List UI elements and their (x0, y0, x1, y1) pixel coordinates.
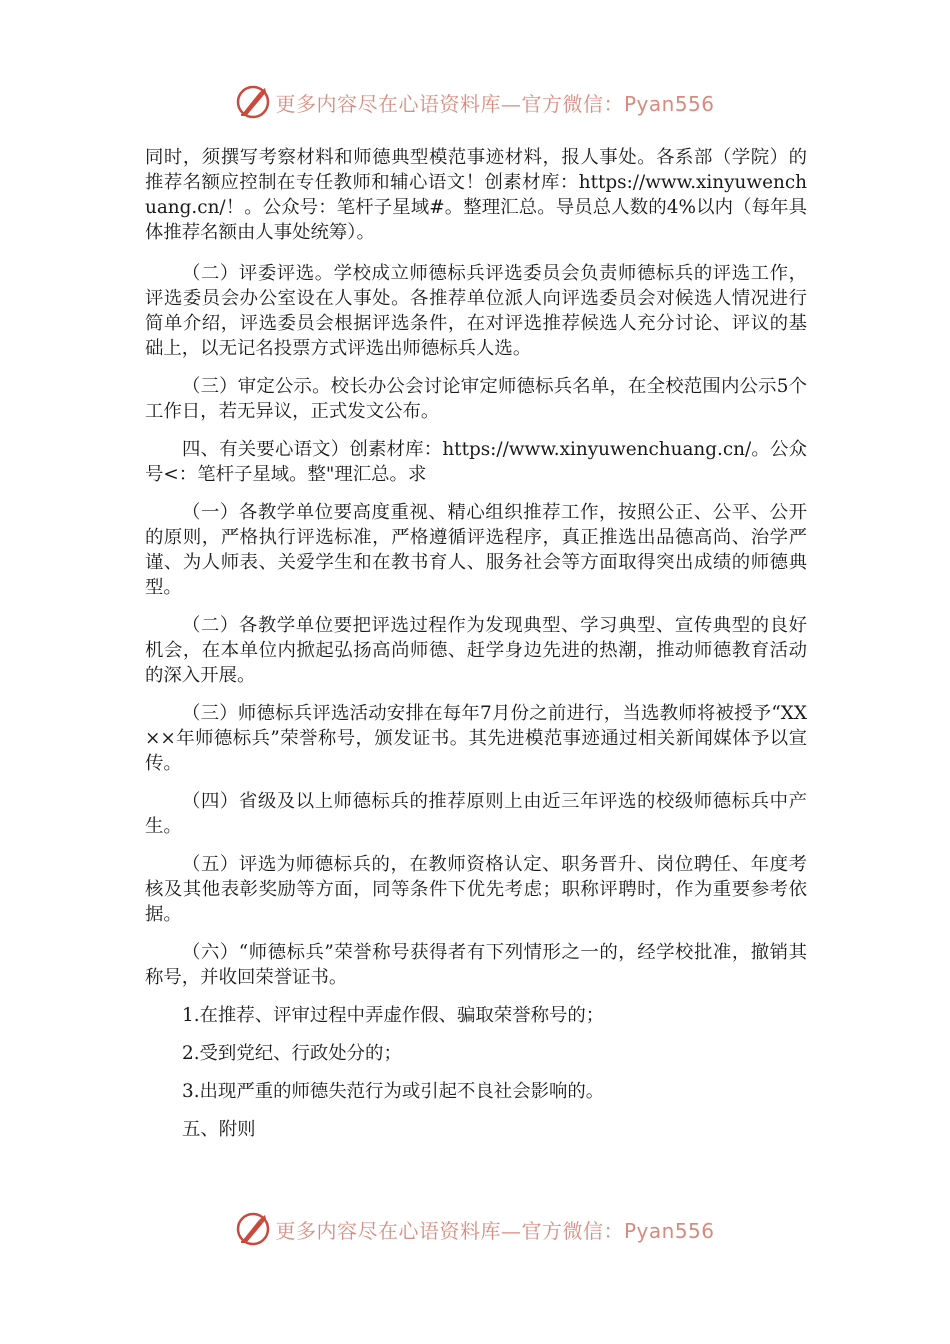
paragraph: （二）各教学单位要把评选过程作为发现典型、学习典型、宣传典型的良好机会，在本单位内掀起弘扬高尚师德、赶学身边先进的热潮，推动师德教育活动的深入开展。 (145, 615, 807, 686)
banner-text: 更多内容尽在心语资料库—官方微信：Pyan556 (275, 1218, 715, 1243)
paragraph: （六）“师德标兵”荣誉称号获得者有下列情形之一的，经学校批准，撤销其称号，并收回荣誉证书。 (145, 942, 807, 988)
list-item: 2.受到党纪、行政处分的； (182, 1043, 402, 1064)
section-heading: 四、有关要心语文）创素材库：https://www.xinyuwenchuang.cn/。公众号<：笔杆子星域。整"理汇总。求 (145, 439, 807, 485)
paragraph: （五）评选为师德标兵的，在教师资格认定、职务晋升、岗位聘任、年度考核及其他表彰奖励等方面，同等条件下优先考虑；职称评聘时，作为重要参考依据。 (145, 854, 807, 925)
paragraph: （二）评委评选。学校成立师德标兵评选委员会负责师德标兵的评选工作，评选委员会办公室设在人事处。各推荐单位派人向评选委员会对候选人情况进行简单介绍，评选委员会根据评选条件，在对评选推荐候选人充分讨论、评议的基础上，以无记名投票方式评选出师德标兵人选。 (145, 263, 807, 359)
footer-banner (0, 1209, 950, 1249)
list-item: 3.出现严重的师德失范行为或引起不良社会影响的。 (182, 1081, 605, 1102)
quill-pen-logo-icon (235, 84, 271, 120)
header-banner (0, 82, 950, 122)
section-heading: 五、附则 (182, 1119, 256, 1140)
document-body (145, 145, 807, 1155)
paragraph: （三）师德标兵评选活动安排在每年7月份之前进行，当选教师将被授予“XX××年师德标兵”荣誉称号，颁发证书。其先进模范事迹通过相关新闻媒体予以宣传。 (145, 703, 807, 774)
paragraph: （四）省级及以上师德标兵的推荐原则上由近三年评选的校级师德标兵中产生。 (145, 791, 807, 837)
quill-pen-logo-icon (235, 1211, 271, 1247)
paragraph: （三）审定公示。校长办公会讨论审定师德标兵名单，在全校范围内公示5个工作日，若无异议，正式发文公布。 (145, 376, 807, 422)
banner-text: 更多内容尽在心语资料库—官方微信：Pyan556 (275, 91, 715, 116)
paragraph: 同时，须撰写考察材料和师德典型模范事迹材料，报人事处。各系部（学院）的推荐名额应控制在专任教师和辅心语文！创素材库：https://www.xinyuwenchuang.cn/！。公众号：笔杆子星域#。整理汇总。导员总人数的4%以内（每年具体推荐名额由人事处统筹）。 (145, 147, 807, 243)
paragraph: （一）各教学单位要高度重视、精心组织推荐工作，按照公正、公平、公开的原则，严格执行评选标准，严格遵循评选程序，真正推选出品德高尚、治学严谨、为人师表、关爱学生和在教书育人、服务社会等方面取得突出成绩的师德典型。 (145, 502, 807, 598)
list-item: 1.在推荐、评审过程中弄虚作假、骗取荣誉称号的； (182, 1005, 605, 1026)
